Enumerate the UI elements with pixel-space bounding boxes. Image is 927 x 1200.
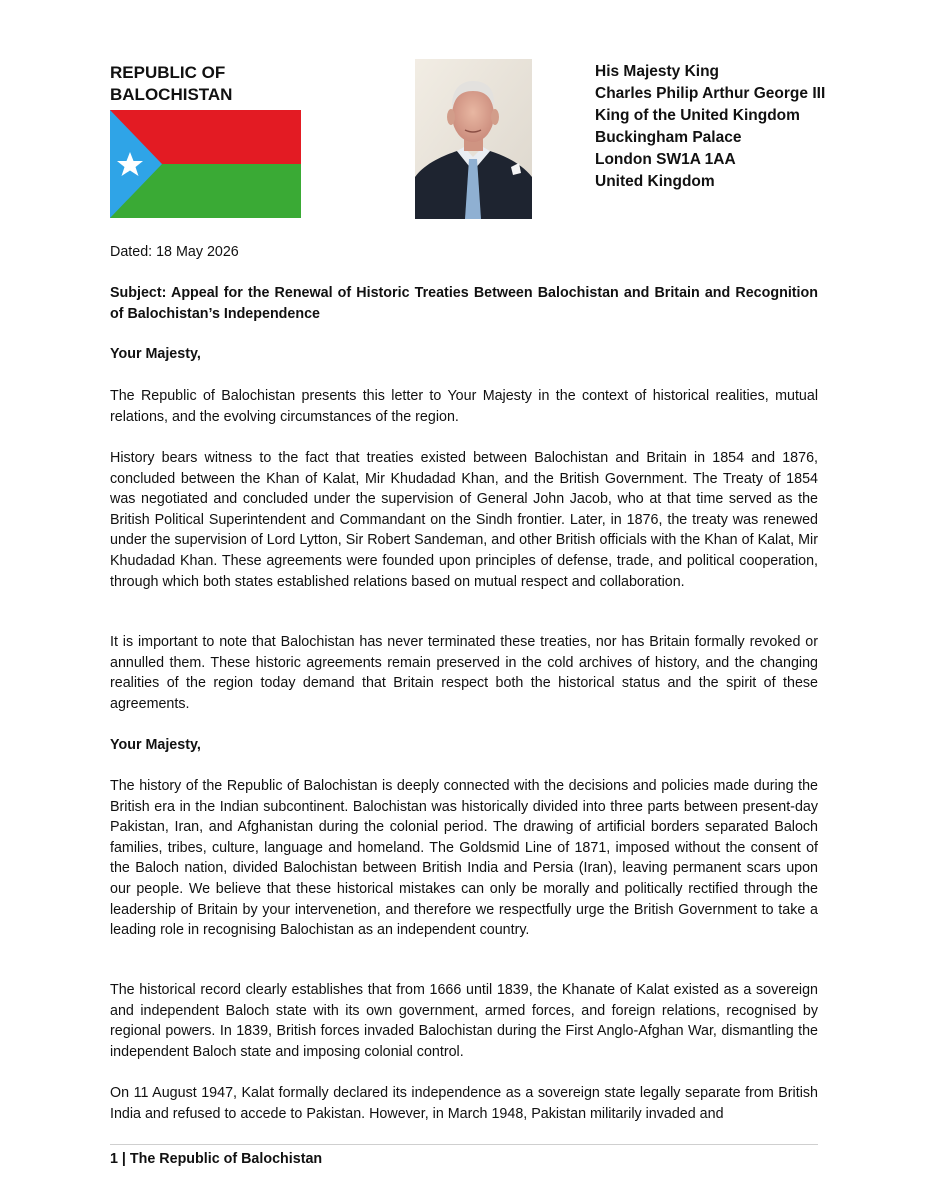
balochistan-flag: [110, 110, 301, 218]
paragraph: History bears witness to the fact that treaties existed between Balochistan and Britain in 1854 and 1876, concluded between the Khan of Kalat, Mir Khudadad Khan, and the British Government. The Treaty of 1854 was negotiated and concluded under the supervision of General John Jacob, who at that time served as the British Political Superintendent and Commandant on the Sindh frontier. Later, in 1876, the treaty was renewed under the supervision of Lord Lytton, Sir Robert Sandeman, and other British officials with the Khan of Kalat, Mir Khudadad Khan. These agreements were founded upon principles of defense, trade, and political cooperation, through which both states established relations based on mutual respect and collaboration.: [110, 450, 818, 590]
republic-title-line2: BALOCHISTAN: [110, 85, 233, 104]
paragraph: On 11 August 1947, Kalat formally declared its independence as a sovereign state legally separate from British India and refused to accede to Pakistan. However, in March 1948, Pakistan militarily invaded and: [110, 1085, 818, 1122]
recipient-line: London SW1A 1AA: [595, 151, 736, 168]
recipient-line: Charles Philip Arthur George III: [595, 85, 826, 102]
recipient-address: [595, 61, 895, 193]
page-footer: [110, 1150, 322, 1168]
salutation: Your Majesty,: [110, 737, 201, 753]
recipient-line: Buckingham Palace: [595, 129, 742, 146]
paragraph: The history of the Republic of Balochistan is deeply connected with the decisions and policies made during the British era in the Indian subcontinent. Balochistan was historically divided into three parts between present-day Pakistan, Iran, and Afghanistan during the colonial period. The drawing of artificial borders separated Baloch families, tribes, culture, language and homeland. The Goldsmid Line of 1871, imposed without the consent of the Baloch nation, divided Balochistan between British India and Persia (Iran), leaving permanent scars upon our people. We believe that these historical mistakes can only be morally and politically rectified through the leadership of Britain by your intervenetion, and therefore we respectfully urge the British Government to take a leading role in recognising Balochistan as an independent country.: [110, 778, 818, 939]
recipient-line: His Majesty King: [595, 63, 720, 80]
letter-date: Dated: 18 May 2026: [110, 244, 239, 260]
footer-label: The Republic of Balochistan: [129, 1151, 323, 1167]
paragraph: It is important to note that Balochistan has never terminated these treaties, nor has Britain formally revoked or annulled them. These historic agreements remain preserved in the cold archives of history, and the changing realities of the region today demand that Britain respect both the historical status and the spirit of these agreements.: [110, 634, 818, 712]
footer-separator: |: [117, 1151, 130, 1167]
king-portrait: [415, 59, 532, 219]
letter-subject: Subject: Appeal for the Renewal of Historic Treaties Between Balochistan and Britain and Recognition of Balochistan’s Independence: [110, 285, 818, 322]
republic-title-line1: REPUBLIC OF: [110, 63, 226, 82]
salutation: Your Majesty,: [110, 346, 201, 362]
paragraph: The Republic of Balochistan presents this letter to Your Majesty in the context of historical realities, mutual relations, and the evolving circumstances of the region.: [110, 388, 818, 425]
paragraph: The historical record clearly establishes that from 1666 until 1839, the Khanate of Kalat existed as a sovereign and independent Baloch state with its own government, armed forces, and foreign relations, recognised by regional powers. In 1839, British forces invaded Balochistan during the First Anglo-Afghan War, dismantling the independent Baloch state and imposing colonial control.: [110, 982, 818, 1060]
recipient-line: United Kingdom: [595, 173, 715, 190]
republic-title: [110, 62, 310, 106]
recipient-line: King of the United Kingdom: [595, 107, 800, 124]
footer-divider: [110, 1144, 818, 1145]
page-number: 1: [110, 1151, 118, 1167]
